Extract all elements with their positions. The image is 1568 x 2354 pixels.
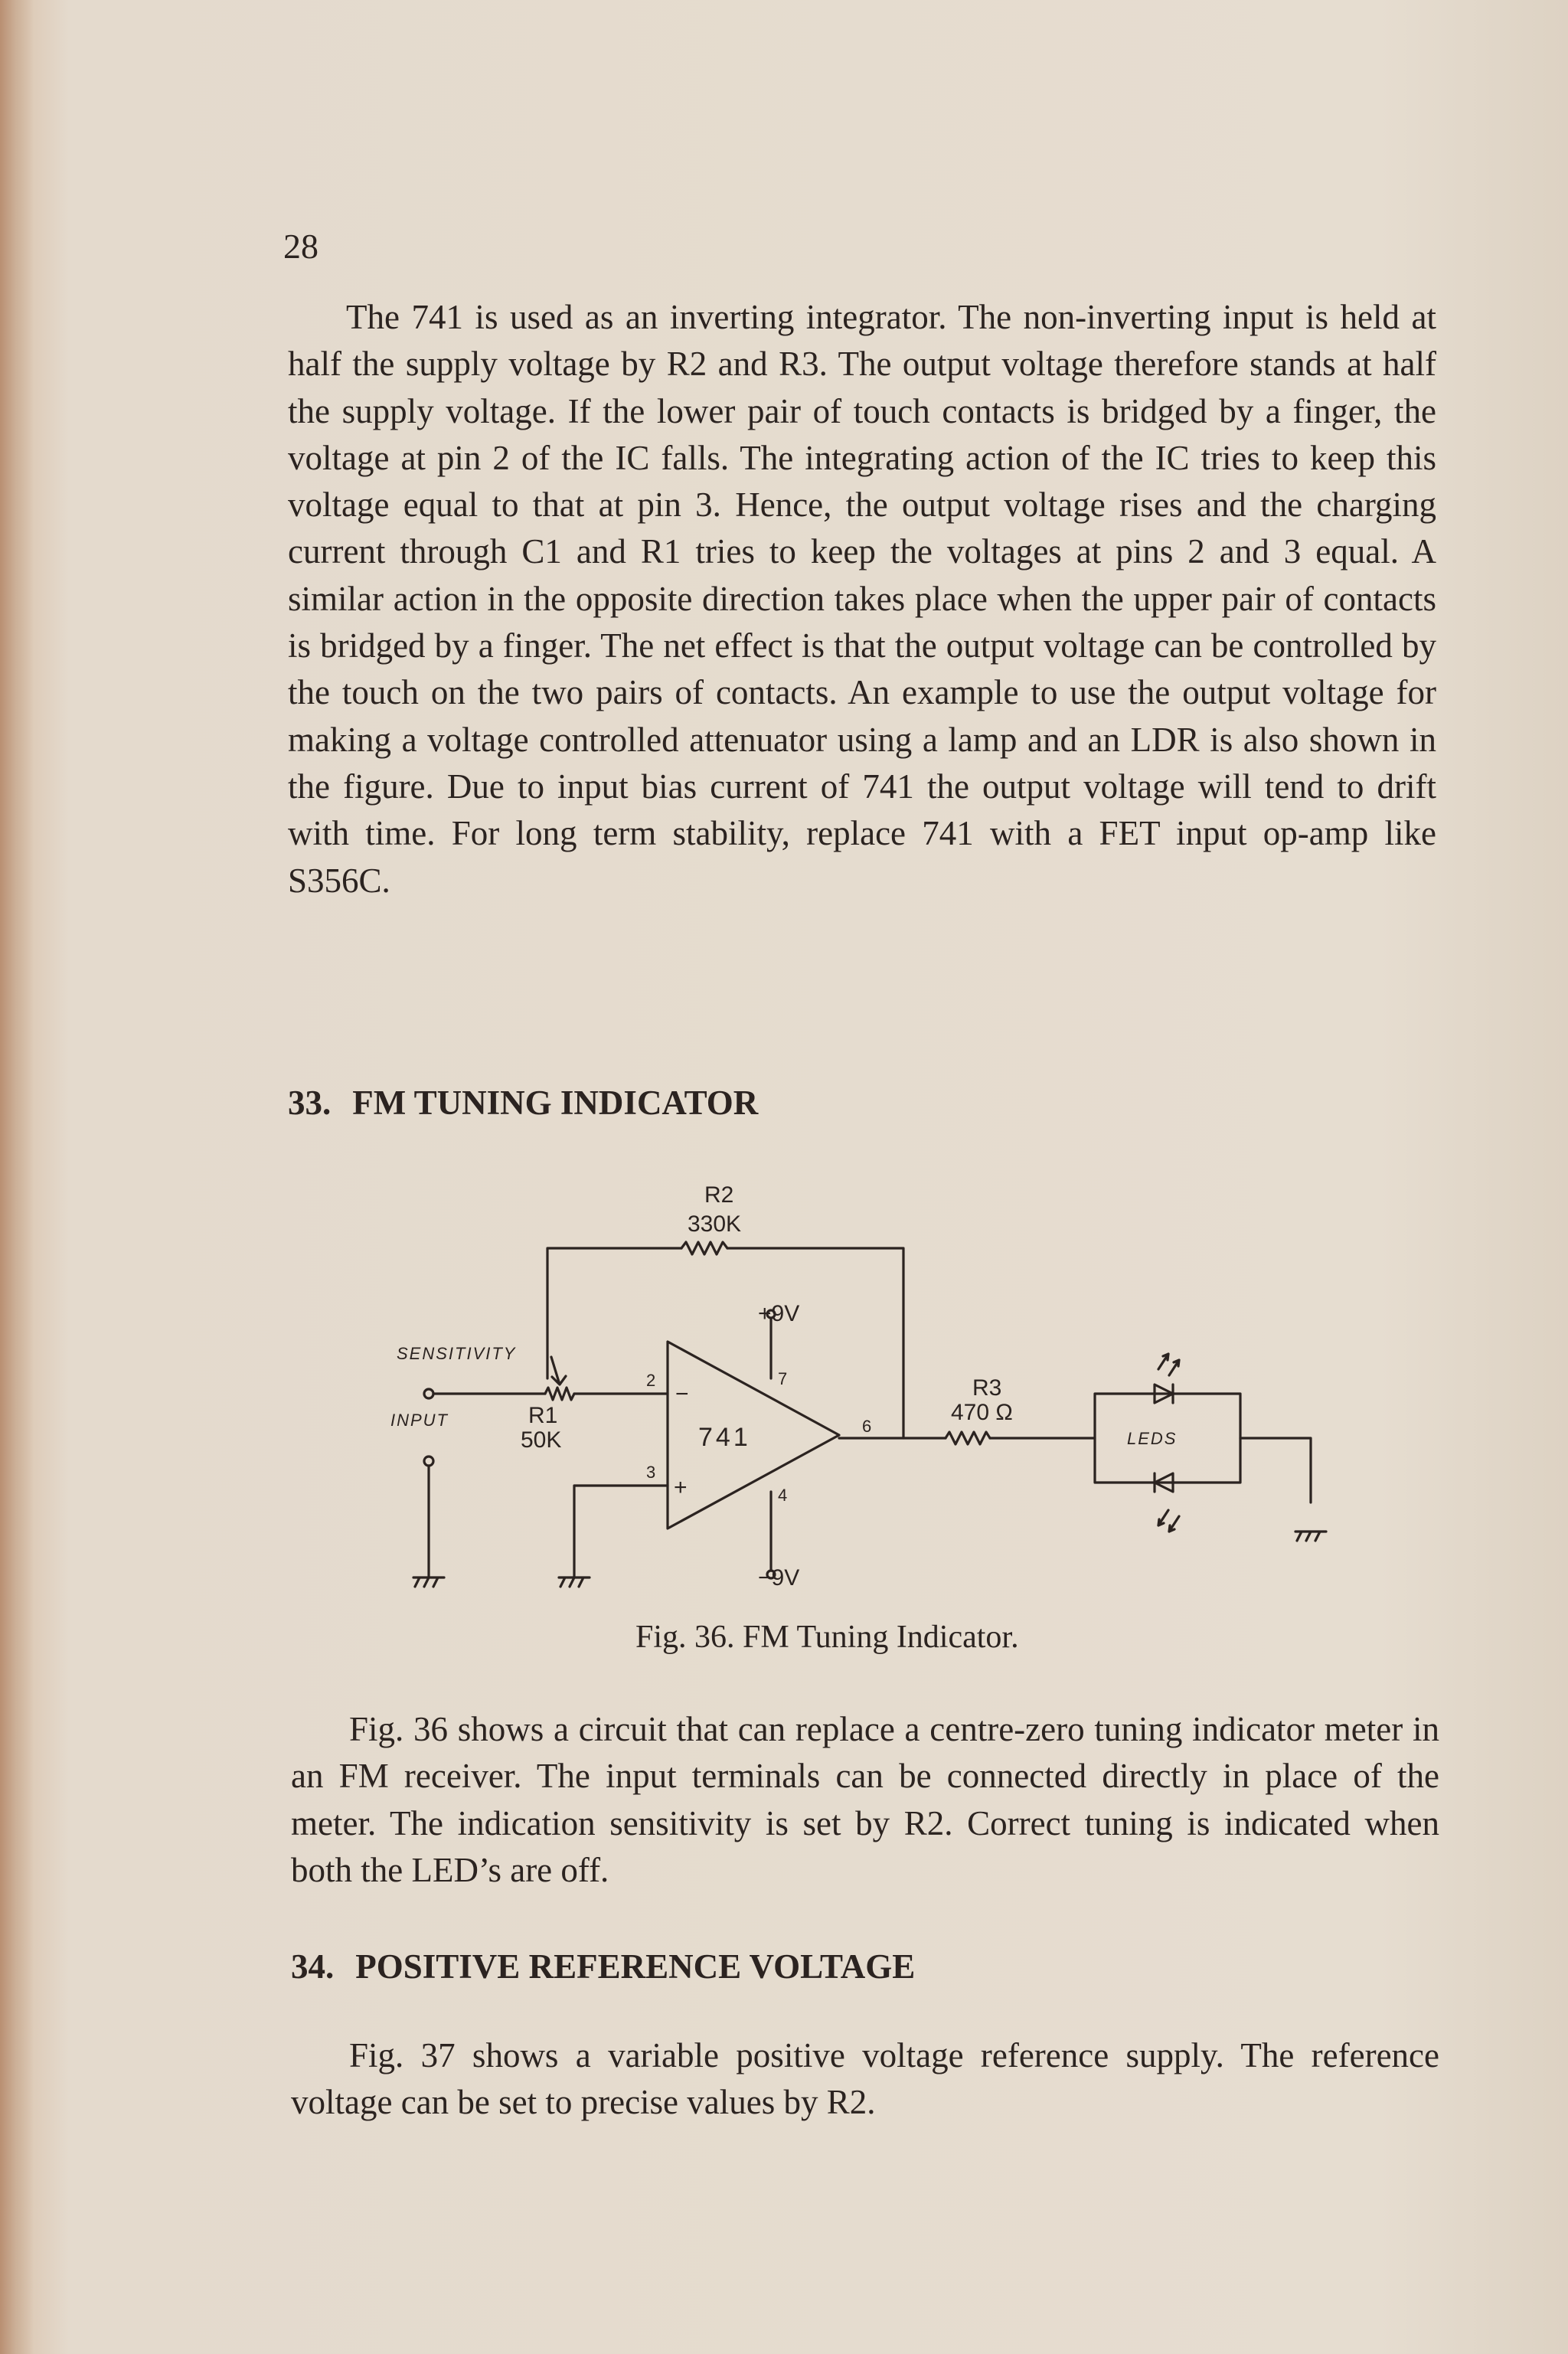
section-34-number: 34. — [291, 1947, 335, 1986]
ground-input — [413, 1578, 444, 1587]
sensitivity-label: SENSITIVITY — [397, 1344, 517, 1363]
input-label: INPUT — [390, 1411, 449, 1430]
feedback-wire — [547, 1248, 681, 1378]
opamp-triangle — [668, 1342, 839, 1528]
section-33-number: 33. — [288, 1084, 332, 1122]
pin-vpos: 7 — [778, 1369, 788, 1388]
r3-name: R3 — [972, 1375, 1002, 1401]
section-33-title: FM TUNING INDICATOR — [352, 1084, 759, 1122]
section-34-heading — [291, 1944, 915, 1989]
section-34-title: POSITIVE REFERENCE VOLTAGE — [355, 1947, 916, 1986]
supply-negative: −9V — [758, 1565, 800, 1591]
page-number: 28 — [283, 227, 318, 266]
r3-value: 470 Ω — [951, 1400, 1013, 1425]
opamp-minus: − — [675, 1381, 689, 1407]
binding-stain — [0, 0, 34, 2354]
noninverting-wire — [574, 1486, 668, 1578]
input-terminal-top — [424, 1389, 433, 1398]
feedback-wire-right — [727, 1248, 903, 1438]
intro-paragraph: The 741 is used as an inverting integrator. The non-inverting input is held at half the supply voltage by R2 and R3. The output voltage therefore stands at half the supply voltage. If the lower pair of touch contacts is bridged by a finger, the voltage at pin 2 of the IC falls. The integrating action of the IC tries to keep this voltage equal to that at pin 3. Hence, the output voltage rises and the charging current through C1 and R1 tries to keep the voltages at pins 2 and 3 equal. A similar action in the opposite direction takes place when the upper pair of contacts is bridged by a finger. The net effect is that the output voltage can be controlled by the touch on the two pairs of contacts. An example to use the output voltage for making a voltage controlled attenuator using a lamp and an LDR is also shown in the figure. Due to input bias current of 741 the output voltage will tend to drift with time. For long term stability, replace 741 with a FET input op-amp like S356C. — [288, 298, 1436, 900]
fm-tuning-indicator-circuit — [368, 1172, 1363, 1616]
input-terminal-bottom — [424, 1457, 433, 1466]
sensitivity-arrow — [551, 1357, 566, 1385]
led-top-light — [1158, 1354, 1179, 1375]
pin-vneg: 4 — [778, 1486, 788, 1505]
pin-noninverting: 3 — [646, 1463, 656, 1482]
led-bottom-light — [1158, 1510, 1179, 1532]
r1-resistor — [545, 1388, 574, 1400]
supply-positive: +9V — [758, 1301, 800, 1326]
opamp-label: 741 — [698, 1423, 751, 1452]
pin-output: 6 — [862, 1417, 872, 1436]
r2-value: 330K — [688, 1211, 742, 1237]
circuit-labels — [390, 1182, 1177, 1591]
ground-output — [1295, 1532, 1326, 1541]
section-33-paragraph: Fig. 36 shows a circuit that can replace a centre-zero tuning indicator meter in an FM receiver. The input terminals can be connected directly in place of the meter. The indication sensitivity is set by R2. Correct tuning is indicated when both the LED’s are off. — [291, 1710, 1439, 1889]
r2-name: R2 — [704, 1182, 734, 1208]
section-34-paragraph: Fig. 37 shows a variable positive voltage reference supply. The reference voltage can be set to precise values by R2. — [291, 2036, 1439, 2122]
opamp-plus: + — [674, 1475, 688, 1500]
leds-label: LEDS — [1127, 1429, 1178, 1448]
ground-noninv — [559, 1578, 590, 1587]
pin-inverting: 2 — [646, 1371, 656, 1390]
r1-value: 50K — [521, 1427, 562, 1453]
output-ground-wire — [1240, 1438, 1311, 1502]
section-33-heading — [288, 1080, 758, 1126]
figure-caption: Fig. 36. FM Tuning Indicator. — [635, 1620, 1019, 1655]
r1-name: R1 — [528, 1403, 558, 1428]
r3-resistor — [946, 1432, 990, 1444]
r2-resistor — [681, 1242, 727, 1254]
